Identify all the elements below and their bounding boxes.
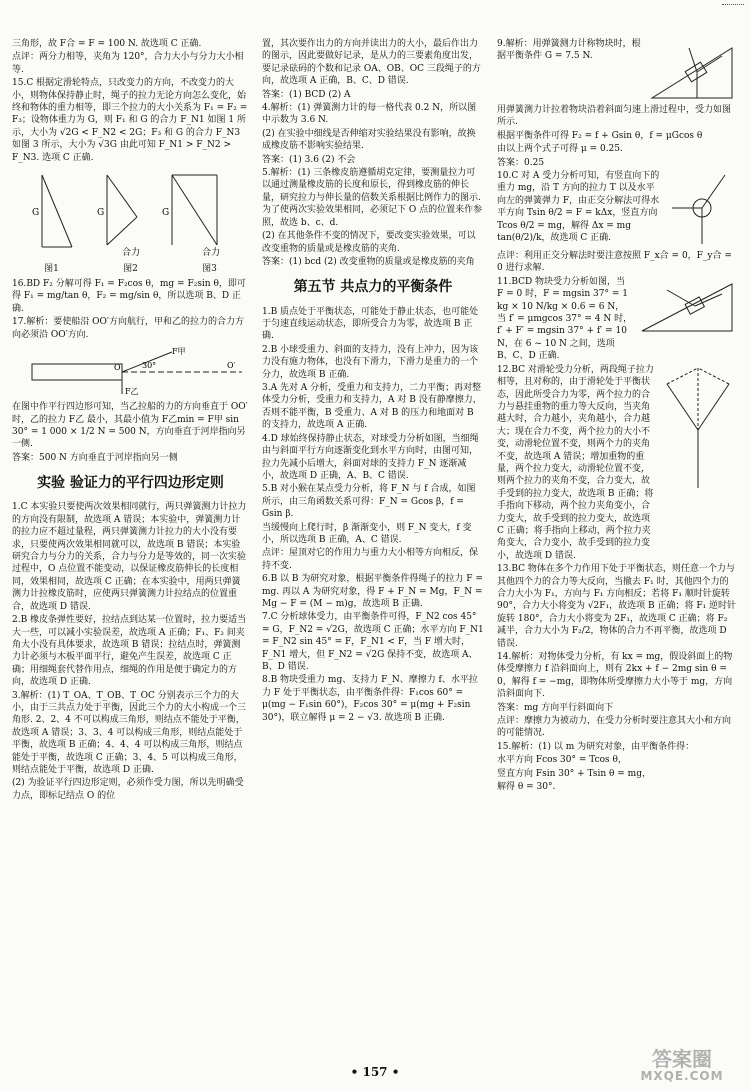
- paragraph: 3.A 先对 A 分析，受重力和支持力，二力平衡；再对整体受力分析，受重力和支持力，A 对 B 没有静摩擦力，否则不能平衡，B 受重力、A 对 B 的压力和地面对 B 的支持力，故选项 A 正确.: [262, 383, 482, 431]
- paragraph: (2) 为验证平行四边形定则，必须作受力图，所以先明确受力点，即标记结点 O 的位: [12, 778, 244, 801]
- paragraph: 15.解析：(1) 以 m 为研究对象，由平衡条件得：: [497, 741, 695, 752]
- figure-captions: [12, 263, 249, 275]
- paragraph: 9.解析：用弹簧测力计称物块时，根据平衡条件 G = 7.5 N.: [497, 39, 641, 62]
- paragraph: 2.B 橡皮条弹性要好，拉结点到达某一位置时，拉力要适当大一些，可以减小实验误差，故选项 A 正确；F₁、F₂ 间夹角大小没有具体要求，故选项 B 错误；拉结点时，弹簧测力计必须与木板平面平行，避免产生误差，故选项 C 正确；用细绳套代替作用点，细绳的作用是便于确定力的方向，故选项 D 正确.: [12, 615, 247, 688]
- paragraph: 14.解析：对物体受力分析，有 kx = mg，假设斜面上的物体受摩擦力 f 沿斜面向上，则有 2kx + f − 2mg sin θ = 0，解得 f = −mg，即物体所受摩擦力大小等于 mg，方向沿斜面向下.: [497, 652, 733, 700]
- paragraph: 16.BD F₂ 分解可得 F₁ = F₂cos θ，mg = F₂sin θ，即可得 F₁ = mg/tan θ，F₂ = mg/sin θ，所以选项 B、D 正确.: [12, 279, 246, 314]
- q10-block: [497, 170, 737, 250]
- watermark-logo: [622, 1048, 742, 1083]
- paragraph: 竖直方向 Fsin 30° + Tsin θ = mg，: [497, 768, 651, 779]
- q9-block: [497, 38, 737, 104]
- paragraph: 解得 θ = 30°.: [497, 782, 556, 793]
- paragraph: 17.解析：要使船沿 OO′方向航行，甲和乙的拉力的合力方向必须沿 OO′方向.: [12, 317, 244, 340]
- label-o-prime: O′: [227, 361, 236, 371]
- paragraph: 5.B 对小猴在某点受力分析，将 F_N 与 f 合成，如图所示，由三角函数关系可得：F_N = Gcos β，f = Gsin β.: [262, 484, 476, 520]
- paragraph: 水平方向 Fcos 30° = Tcos θ，: [497, 755, 627, 766]
- answer: 答案：(1) BCD (2) A: [262, 89, 351, 100]
- paragraph: 点评：两分力相等，夹角为 120°，合力大小与分力大小相等.: [12, 52, 244, 75]
- incline-diagram: [647, 38, 737, 104]
- paragraph: 2.B 小球受重力、斜面的支持力，没有上冲力，因为该力没有施力物体，也没有下滑力，下滑力是重力的一个分力，故选项 B 正确.: [262, 344, 479, 380]
- boat-diagram: [12, 344, 249, 398]
- label-angle: 30°: [142, 361, 157, 371]
- force-diagrams: [12, 167, 249, 259]
- answer: 答案：0.25: [497, 157, 545, 168]
- paragraph: 12.BC 对滑轮受力分析，两段绳子拉力相等，且对称的，由于滑轮处于平衡状态，因此所受合力为零，两个拉力的合力与悬挂重物的重力等大反向，当夹角越大时，合力越小，夹角越小，合力越大；现在合力不变，两个拉力的大小不变，动滑轮位置不变，则两个力的夹角不变，故选项 A 错误；增加重物的重量，两个拉力变大，动滑轮位置不变，则两个拉力的夹角不变，合力变大，故手受到的拉力变大，故选项 B 正确；将手指向下移动，两个拉力夹角变小，合力变大，故手受到的拉力变大，故选项 C 正确；将手指向上移动，两个拉力夹角变大，合力变小，故手受到的拉力变小，故选项 D 错误.: [497, 364, 654, 561]
- section-title: 第五节 共点力的平衡条件: [293, 279, 453, 296]
- paragraph: 7.C 分析球体受力，由平衡条件可得，F_N2 cos 45° = G，F_N2 = √2G，故选项 C 正确；水平方向 F_N1 = F_N2 sin 45° = F，F_N1 < F，当 F 增大时，F_N1 增大，但 F_N2 = √2G 保持不变，故选项 A、B、D 错误.: [262, 612, 484, 672]
- column-middle: [262, 38, 484, 725]
- block-incline-diagram: [637, 276, 737, 338]
- answer: 答案：mg 方向平行斜面向下: [497, 702, 614, 713]
- paragraph: 当缓慢向上爬行时，β 渐渐变小，则 F_N 变大，f 变小，所以选项 B 正确，A、C 错误.: [262, 522, 472, 545]
- paragraph: 由以上两个式子可得 μ = 0.25.: [497, 144, 623, 155]
- paragraph: 根据平衡条件可得 F₂ = f + Gsin θ，f = μGcos θ: [497, 130, 703, 141]
- section-title: 实验 验证力的平行四边形定则: [37, 475, 224, 492]
- watermark-url: MXQE.COM: [640, 1068, 724, 1083]
- fig-label-g: G: [32, 208, 40, 219]
- page-corner-mark: [722, 4, 744, 11]
- answer: 答案：(1) 3.6 (2) 不会: [262, 154, 356, 165]
- watermark-text: 答案圈: [652, 1046, 712, 1071]
- label-f-jia: F甲: [172, 347, 186, 357]
- ball-diagram: [667, 170, 737, 250]
- fig-caption-3: 图3: [202, 264, 217, 275]
- paragraph: 三角形，故 F合 = F = 100 N. 故选项 C 正确.: [12, 39, 202, 49]
- paragraph: 4.解析：(1) 弹簧测力计的每一格代表 0.2 N，所以图中示数为 3.6 N.: [262, 103, 477, 126]
- fig-caption-2: 图2: [123, 264, 138, 275]
- paragraph: 点评：屋顶对它的作用力与重力大小相等方向相反，保持不变.: [262, 548, 479, 571]
- paragraph: 5.解析：(1) 三条橡皮筋遵循胡克定律，要测量拉力可以通过测量橡皮筋的长度和原长，得到橡皮筋的伸长量，研究拉力与伸长量的倍数关系根据比例作力的图示. 为了使两次实验效果相同，必须记下 O 点的位置来作参照，故选 b、c、d.: [262, 168, 483, 228]
- q12-block: [497, 364, 737, 564]
- q11-block: [497, 276, 737, 364]
- paragraph: 1.C 本实验只要使两次效果相同就行，两只弹簧测力计拉力的方向没有限制，故选项 A 错误；本实验中，弹簧测力计的拉力应不超过量程，两只弹簧测力计拉力的大小没有要求，只要使两次效果相同就可以，故选项 B 错误；本实验研究合力与分力的关系，合力与分力是等效的，同一次实验过程中，O 点位置不能变动，以保证橡皮筋伸长的长度相同，效果相同，故选项 C 正确；在本实验中，用两只弹簧测力计拉橡皮筋时，应使两只弹簧测力计拉结点的位置重合，故选项 D 错误.: [12, 502, 247, 612]
- paragraph: 点评：利用正交分解法时要注意按照 F_x合 = 0，F_y合 = 0 进行求解.: [497, 251, 732, 274]
- fig-caption-1: 图1: [44, 264, 59, 275]
- fig-label-resultant: 合力: [202, 248, 221, 259]
- paragraph: 点评：摩擦力为被动力，在受力分析时要注意其大小和方向的可能情况.: [497, 716, 732, 739]
- paragraph: 用弹簧测力计拉着物块沿着斜面匀速上滑过程中，受力如图所示.: [497, 105, 732, 128]
- label-o: O: [114, 363, 121, 373]
- pulley-diagram: [659, 364, 737, 494]
- paragraph: (2) 在实验中细线是否伸缩对实验结果没有影响，故换成橡皮筋不影响实验结果.: [262, 128, 476, 152]
- column-right: [497, 38, 737, 795]
- figure-17: [12, 344, 249, 398]
- paragraph: 13.BC 物体在多个力作用下处于平衡状态，则任意一个力与其他四个力的合力等大反向，当撤去 F₁ 时，其他四个力的合力大小为 F₁，方向与 F₁ 方向相反；若将 F₁ 顺时针旋转 90°，合力大小将变为 √2F₁，故选项 B 正确；将 F₁ 逆时针旋转 180°，合力大小将变为 2F₁，故选项 C 正确；将 F₂ 减半，合力大小为 F₂/2，物体的合力不再平衡，故选项 D 错误.: [497, 564, 737, 649]
- paragraph: (2) 在其他条件不变的情况下，要改变实验效果，可以改变重物的质量或是橡皮筋的夹角.: [262, 231, 476, 254]
- paragraph: 10.C 对 A 受力分析可知，有竖直向下的重力 mg，沿 T 方向的拉力 T 以及水平向左的弹簧弹力 F，由正交分解法可得水平方向 Tsin θ/2 = F = kΔx，竖直方向 Tcos θ/2 = mg，解得 Δx = mg tan(θ/2)/k，故选项 C 正确.: [497, 171, 660, 244]
- paragraph: 11.BCD 物块受力分析如图，当 F = 0 时，F = mgsin 37° = 1 kg × 10 N/kg × 0.6 = 6 N，当 f′ = μmgcos 37° = 4 N 时，f′ + F′ = mgsin 37° + f′ = 10 N，在 6 ~ 10 N 之间，选项 B、C、D 正确.: [497, 276, 633, 362]
- fig-label-resultant: 合力: [122, 248, 141, 259]
- answer: 答案：(1) bcd (2) 改变重物的质量或是橡皮筋的夹角: [262, 256, 475, 267]
- fig-label-g: G: [97, 208, 105, 219]
- column-left: [12, 38, 249, 803]
- fig-label-g: G: [162, 208, 170, 219]
- answer: 答案：500 N 方向垂直于河岸指向另一侧: [12, 452, 178, 463]
- paragraph: 在图中作平行四边形可知，当乙拉船的力的方向垂直于 OO′时，乙的拉力 F乙 最小，其最小值为 F乙min = F甲 sin 30° = 1 000 × 1/2 N = 500 N，方向垂直于河岸指向另一侧.: [12, 402, 248, 450]
- paragraph: 6.B 以 B 为研究对象，根据平衡条件得绳子的拉力 F = mg. 再以 A 为研究对象，得 F + F_N = Mg，F_N = Mg − F = (M − m)g，故选项 B 正确.: [262, 574, 483, 609]
- page-number: • 157 •: [350, 1065, 400, 1080]
- paragraph: 8.B 物块受重力 mg、支持力 F_N、摩擦力 f、水平拉力 F 处于平衡状态，由平衡条件得：F₁cos 60° = μ(mg − F₁sin 60°)，F₂cos 30° = μ(mg + F₂sin 30°)，联立解得 μ = 2 − √3. 故选项 B 正确.: [262, 675, 478, 723]
- paragraph: 置，其次要作出力的方向并读出力的大小，最后作出力的图示，因此要做好记录，是从力的三要素角度出发，要记录砝码的个数和记录 OA、OB、OC 三段绳子的方向，故选项 A 正确，B、C、D 错误.: [262, 39, 481, 87]
- paragraph: 1.B 质点处于平衡状态，可能处于静止状态，也可能处于匀速直线运动状态，即所受合力为零，故选项 B 正确.: [262, 306, 479, 342]
- label-f-yi: F乙: [125, 387, 139, 397]
- figure-15: [12, 167, 249, 275]
- paragraph: 3.解析：(1) T_OA、T_OB、T_OC 分别表示三个力的大小，由于三共点力处于平衡，因此三个力的大小构成一个三角形. 2、2、4 不可以构成三角形，则结点不能处于平衡，故选项 A 错误；3、3、4 可以构成三角形，则结点能处于平衡，故选项 B 正确；4、4、4 可以构成三角形，则结点能处于平衡，故选项 C 正确；3、4、5 可以构成三角形，则结点能处于平衡，故选项 D 正确.: [12, 690, 247, 775]
- paragraph: 4.D 球始终保持静止状态，对球受力分析如图，当细绳由与斜面平行方向逐渐变化到水平方向时，由图可知，拉力先减小后增大，斜面对球的支持力 F_N 逐渐减小，故选项 D 正确，A、B、C 错误.: [262, 433, 479, 481]
- paragraph: 15.C 根据定滑轮特点，只改变力的方向，不改变力的大小，则物体保持静止时，绳子的拉力无论方向怎么变化，始终和物体的重力相等，即三个拉力的大小关系为 F₁ = F₂ = F₃；设物体重力为 G，则 F₁ 和 G 的合力 F_N1 如图 1 所示，大小为 √2G < F_N2 < 2G；F₃ 和 G 的合力 F_N3 如图 3 所示，大小为 √3G 由此可知 F_N1 > F_N2 > F_N3. 选项 C 正确.: [12, 78, 248, 163]
